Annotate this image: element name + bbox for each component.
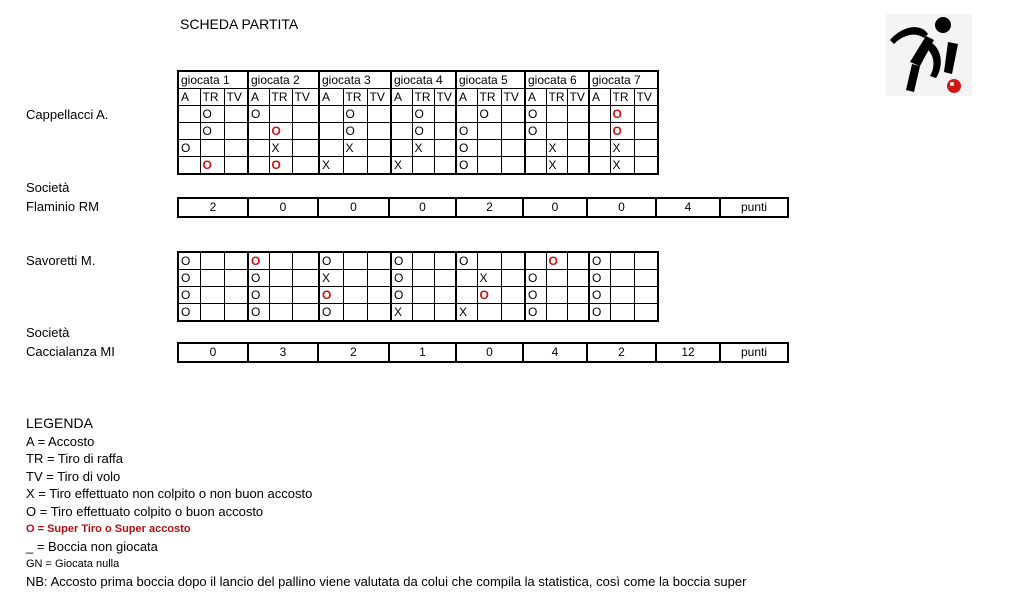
score-cell [567, 106, 589, 123]
score-cell [567, 157, 589, 175]
score-cell [269, 304, 292, 322]
score-cell: O [319, 287, 343, 304]
score-cell [292, 252, 319, 270]
score-cell: O [319, 252, 343, 270]
score-cell [501, 270, 525, 287]
score-cell [178, 123, 200, 140]
player-1-points-row [177, 197, 789, 218]
score-cell [589, 123, 610, 140]
score-cell [248, 123, 269, 140]
score-cell [546, 123, 567, 140]
score-cell [477, 123, 501, 140]
legend-gn-line: GN = Giocata nulla [26, 557, 120, 570]
score-cell [589, 106, 610, 123]
score-cell [412, 270, 434, 287]
points-cell: 2 [456, 198, 523, 217]
legend-line: X = Tiro effettuato non colpito o non buon accosto [26, 486, 313, 502]
score-cell [343, 157, 367, 175]
score-cell [292, 123, 319, 140]
score-cell [525, 252, 546, 270]
score-cell [610, 287, 634, 304]
points-cell: 2 [587, 343, 656, 362]
score-cell: O [525, 304, 546, 322]
score-cell [634, 106, 658, 123]
points-cell: 0 [587, 198, 656, 217]
score-cell: O [412, 123, 434, 140]
score-cell [292, 287, 319, 304]
score-cell [501, 304, 525, 322]
page-title: SCHEDA PARTITA [180, 16, 299, 32]
score-cell [477, 252, 501, 270]
score-cell: X [391, 157, 412, 175]
points-cell: 0 [456, 343, 523, 362]
score-cell [501, 106, 525, 123]
score-cell: O [269, 157, 292, 175]
points-cell: 2 [318, 343, 389, 362]
score-cell [567, 252, 589, 270]
player-1-societa-label: Società [26, 180, 70, 195]
shot-type-header: A [589, 89, 610, 106]
score-cell [610, 304, 634, 322]
score-cell: O [200, 106, 224, 123]
score-cell [456, 270, 477, 287]
score-cell: O [391, 270, 412, 287]
score-cell [434, 252, 456, 270]
score-cell: O [248, 252, 269, 270]
score-cell: O [477, 287, 501, 304]
score-cell [434, 287, 456, 304]
giocata-header: giocata 2 [248, 71, 319, 89]
score-cell: X [319, 157, 343, 175]
score-cell: X [412, 140, 434, 157]
score-cell [178, 106, 200, 123]
score-cell [319, 106, 343, 123]
player-1-club: Flaminio RM [26, 199, 99, 214]
legend [26, 415, 746, 591]
score-cell [292, 140, 319, 157]
score-cell [391, 106, 412, 123]
player-2-name: Savoretti M. [26, 253, 96, 268]
score-cell: O [319, 304, 343, 322]
score-cell [456, 287, 477, 304]
shot-type-header: TV [434, 89, 456, 106]
shot-type-header: A [391, 89, 412, 106]
score-cell: O [610, 123, 634, 140]
points-cell: 0 [248, 198, 318, 217]
giocata-header: giocata 5 [456, 71, 525, 89]
score-cell: O [589, 304, 610, 322]
shot-type-header: TV [634, 89, 658, 106]
score-cell: O [343, 123, 367, 140]
score-cell [634, 287, 658, 304]
score-cell: O [477, 106, 501, 123]
score-cell: X [456, 304, 477, 322]
points-cell: 1 [389, 343, 456, 362]
score-cell [224, 287, 248, 304]
score-cell [269, 106, 292, 123]
score-cell [589, 157, 610, 175]
shot-type-header: TV [292, 89, 319, 106]
score-cell [501, 123, 525, 140]
score-cell: O [391, 287, 412, 304]
score-cell [567, 304, 589, 322]
score-cell: O [412, 106, 434, 123]
score-cell [200, 252, 224, 270]
score-cell: X [546, 157, 567, 175]
giocata-header: giocata 7 [589, 71, 658, 89]
score-cell: O [525, 123, 546, 140]
legend-line: A = Accosto [26, 433, 95, 449]
score-cell [200, 304, 224, 322]
shot-type-header: TR [610, 89, 634, 106]
score-cell [367, 106, 391, 123]
points-cell: 0 [318, 198, 389, 217]
score-cell [634, 140, 658, 157]
score-cell [178, 157, 200, 175]
score-cell [224, 157, 248, 175]
giocata-header: giocata 1 [178, 71, 248, 89]
score-cell [456, 106, 477, 123]
legend-line: TV = Tiro di volo [26, 468, 121, 484]
score-cell: O [343, 106, 367, 123]
score-cell [546, 106, 567, 123]
points-cell: 0 [389, 198, 456, 217]
score-cell [434, 106, 456, 123]
score-cell [634, 157, 658, 175]
giocata-header: giocata 4 [391, 71, 456, 89]
score-cell: O [525, 270, 546, 287]
score-cell [224, 270, 248, 287]
score-cell [269, 270, 292, 287]
score-cell [434, 270, 456, 287]
score-cell: O [178, 287, 200, 304]
score-cell [343, 304, 367, 322]
score-cell [434, 140, 456, 157]
giocata-header: giocata 3 [319, 71, 391, 89]
player-2-points-row [177, 342, 789, 363]
score-cell [367, 252, 391, 270]
score-cell [248, 157, 269, 175]
score-cell [391, 140, 412, 157]
player-2-societa-label: Società [26, 325, 70, 340]
score-cell: X [319, 270, 343, 287]
score-cell [224, 252, 248, 270]
bocce-logo-icon [886, 14, 972, 96]
score-cell: X [477, 270, 501, 287]
score-cell [525, 157, 546, 175]
shot-type-header: TR [269, 89, 292, 106]
shot-type-header: TV [224, 89, 248, 106]
score-cell: O [178, 252, 200, 270]
score-cell: O [200, 157, 224, 175]
score-cell: X [546, 140, 567, 157]
score-cell [343, 270, 367, 287]
score-cell [412, 304, 434, 322]
score-cell: O [248, 270, 269, 287]
score-cell [525, 140, 546, 157]
score-cell [546, 287, 567, 304]
score-cell [412, 287, 434, 304]
shot-type-header: A [178, 89, 200, 106]
shot-type-header: A [456, 89, 477, 106]
shot-type-header: TR [412, 89, 434, 106]
shot-type-header: A [319, 89, 343, 106]
player-1-name: Cappellacci A. [26, 107, 109, 122]
score-cell [412, 157, 434, 175]
score-cell [546, 304, 567, 322]
score-cell [412, 252, 434, 270]
score-cell [343, 287, 367, 304]
score-cell [501, 140, 525, 157]
score-cell [224, 304, 248, 322]
legend-super-line: O = Super Tiro o Super accosto [26, 522, 191, 535]
player-2-club: Caccialanza MI [26, 344, 115, 359]
score-cell: X [391, 304, 412, 322]
shot-type-header: TV [501, 89, 525, 106]
score-cell: O [546, 252, 567, 270]
score-cell [269, 287, 292, 304]
score-cell [610, 252, 634, 270]
score-cell: O [610, 106, 634, 123]
score-cell [477, 304, 501, 322]
score-cell [367, 140, 391, 157]
score-cell: O [200, 123, 224, 140]
score-cell [567, 287, 589, 304]
score-cell: O [589, 252, 610, 270]
score-cell: O [269, 123, 292, 140]
score-cell [319, 123, 343, 140]
shot-type-header: TR [477, 89, 501, 106]
shot-type-header: TV [367, 89, 391, 106]
score-cell: O [456, 252, 477, 270]
score-cell: X [610, 140, 634, 157]
score-cell: O [456, 157, 477, 175]
score-cell [434, 304, 456, 322]
score-cell [224, 140, 248, 157]
score-cell: O [248, 304, 269, 322]
score-cell [634, 252, 658, 270]
score-cell [501, 252, 525, 270]
score-cell [567, 140, 589, 157]
legend-title: LEGENDA [26, 415, 93, 431]
legend-line: TR = Tiro di raffa [26, 451, 123, 467]
score-cell [501, 287, 525, 304]
points-unit-label: punti [720, 343, 788, 362]
score-cell [634, 304, 658, 322]
score-cell [391, 123, 412, 140]
score-cell [567, 123, 589, 140]
score-cell: O [456, 140, 477, 157]
score-cell [224, 106, 248, 123]
score-cell [477, 157, 501, 175]
score-cell [367, 157, 391, 175]
score-cell [200, 270, 224, 287]
points-cell: 0 [523, 198, 587, 217]
player-1-score-grid [177, 70, 659, 175]
shot-type-header: A [248, 89, 269, 106]
legend-line: _ = Boccia non giocata [26, 539, 158, 555]
shot-type-header: A [525, 89, 546, 106]
score-cell [292, 270, 319, 287]
score-cell [589, 140, 610, 157]
score-cell [292, 106, 319, 123]
score-cell: O [178, 304, 200, 322]
score-cell: O [178, 270, 200, 287]
score-cell [292, 304, 319, 322]
score-cell [367, 304, 391, 322]
score-cell: O [589, 270, 610, 287]
points-cell: 3 [248, 343, 318, 362]
score-cell [343, 252, 367, 270]
score-cell [292, 157, 319, 175]
score-cell: O [525, 106, 546, 123]
player-2-score-grid [177, 251, 659, 322]
points-cell: 2 [178, 198, 248, 217]
score-cell: X [269, 140, 292, 157]
score-cell [434, 157, 456, 175]
score-cell [634, 270, 658, 287]
points-cell: 0 [178, 343, 248, 362]
legend-nb: NB: Accosto prima boccia dopo il lancio del pallino viene valutata da colui che compila la statistica, così come la boccia super [26, 574, 747, 590]
score-cell [319, 140, 343, 157]
score-cell [200, 287, 224, 304]
score-cell [434, 123, 456, 140]
score-cell [567, 270, 589, 287]
points-unit-label: punti [720, 198, 788, 217]
score-cell [501, 157, 525, 175]
score-cell [477, 140, 501, 157]
score-cell: X [343, 140, 367, 157]
points-cell: 4 [523, 343, 587, 362]
score-cell [367, 270, 391, 287]
score-cell [610, 270, 634, 287]
score-cell [367, 287, 391, 304]
score-cell: O [391, 252, 412, 270]
score-cell [200, 140, 224, 157]
score-cell [269, 252, 292, 270]
giocata-header: giocata 6 [525, 71, 589, 89]
score-cell [248, 140, 269, 157]
score-cell [634, 123, 658, 140]
score-cell: O [456, 123, 477, 140]
shot-type-header: TV [567, 89, 589, 106]
score-cell: O [178, 140, 200, 157]
legend-line: O = Tiro effettuato colpito o buon accosto [26, 503, 264, 519]
shot-type-header: TR [343, 89, 367, 106]
score-cell [367, 123, 391, 140]
shot-type-header: TR [546, 89, 567, 106]
points-total: 4 [656, 198, 720, 217]
score-cell: O [525, 287, 546, 304]
score-cell: O [248, 106, 269, 123]
score-cell: X [610, 157, 634, 175]
points-total: 12 [656, 343, 720, 362]
score-cell: O [589, 287, 610, 304]
score-cell [546, 270, 567, 287]
score-cell [224, 123, 248, 140]
score-cell: O [248, 287, 269, 304]
shot-type-header: TR [200, 89, 224, 106]
